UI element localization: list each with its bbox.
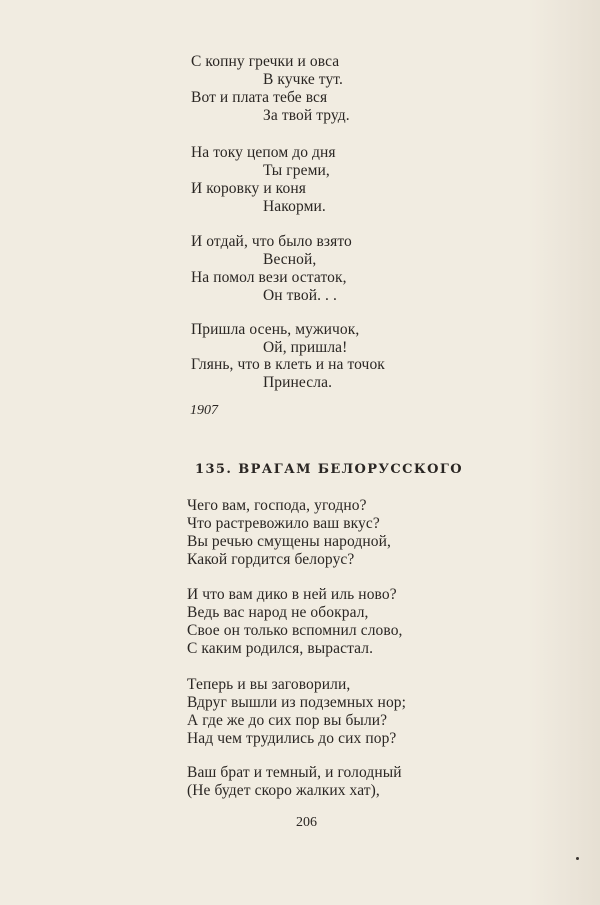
poem-line: Ты греми, (263, 162, 330, 179)
poem-line: Принесла. (263, 374, 333, 391)
poem-line: На току цепом до дня (191, 144, 336, 161)
poem-line: Глянь, что в клеть и на точок (191, 356, 385, 373)
poem-line: Вы речью смущены народной, (187, 533, 391, 550)
poem-line: (Не будет скоро жалких хат), (187, 782, 380, 799)
poem-line: Свое он только вспомнил слово, (187, 622, 403, 639)
ink-speck (576, 857, 579, 860)
poem-line: Он твой. . . (263, 287, 337, 304)
poem-line: Теперь и вы заговорили, (187, 676, 351, 693)
poem-line: И коровку и коня (191, 180, 307, 197)
poem-line: Ваш брат и темный, и голодный (187, 764, 402, 781)
page-number: 206 (296, 815, 317, 830)
poem-line: С копну гречки и овса (191, 53, 340, 70)
poem-line: И отдай, что было взято (191, 233, 352, 250)
poem-line: И что вам дико в ней иль ново? (187, 586, 397, 603)
poem-line: За твой труд. (263, 107, 350, 124)
poem-line: Вот и плата тебе вся (191, 89, 328, 106)
poem-line: Какой гордится белорус? (187, 551, 355, 568)
poem-line: Чего вам, господа, угодно? (187, 497, 367, 514)
poem-date: 1907 (190, 403, 218, 418)
poem-line: Весной, (263, 251, 317, 268)
poem-line: Вдруг вышли из подземных нор; (187, 694, 407, 711)
poem-line: Накорми. (263, 198, 326, 215)
poem-title: 135. ВРАГАМ БЕЛОРУССКОГО (195, 462, 463, 477)
poem-line: В кучке тут. (263, 71, 343, 88)
poem-line: А где же до сих пор вы были? (187, 712, 388, 729)
poem-line: Что растревожило ваш вкус? (187, 515, 380, 532)
poem-line: Над чем трудились до сих пор? (187, 730, 397, 747)
poem-line: Ой, пришла! (263, 339, 348, 356)
poem-line: Ведь вас народ не обокрал, (187, 604, 369, 621)
poem-line: На помол вези остаток, (191, 269, 347, 286)
poem-line: Пришла осень, мужичок, (191, 321, 360, 338)
poem-line: С каким родился, вырастал. (187, 640, 374, 657)
